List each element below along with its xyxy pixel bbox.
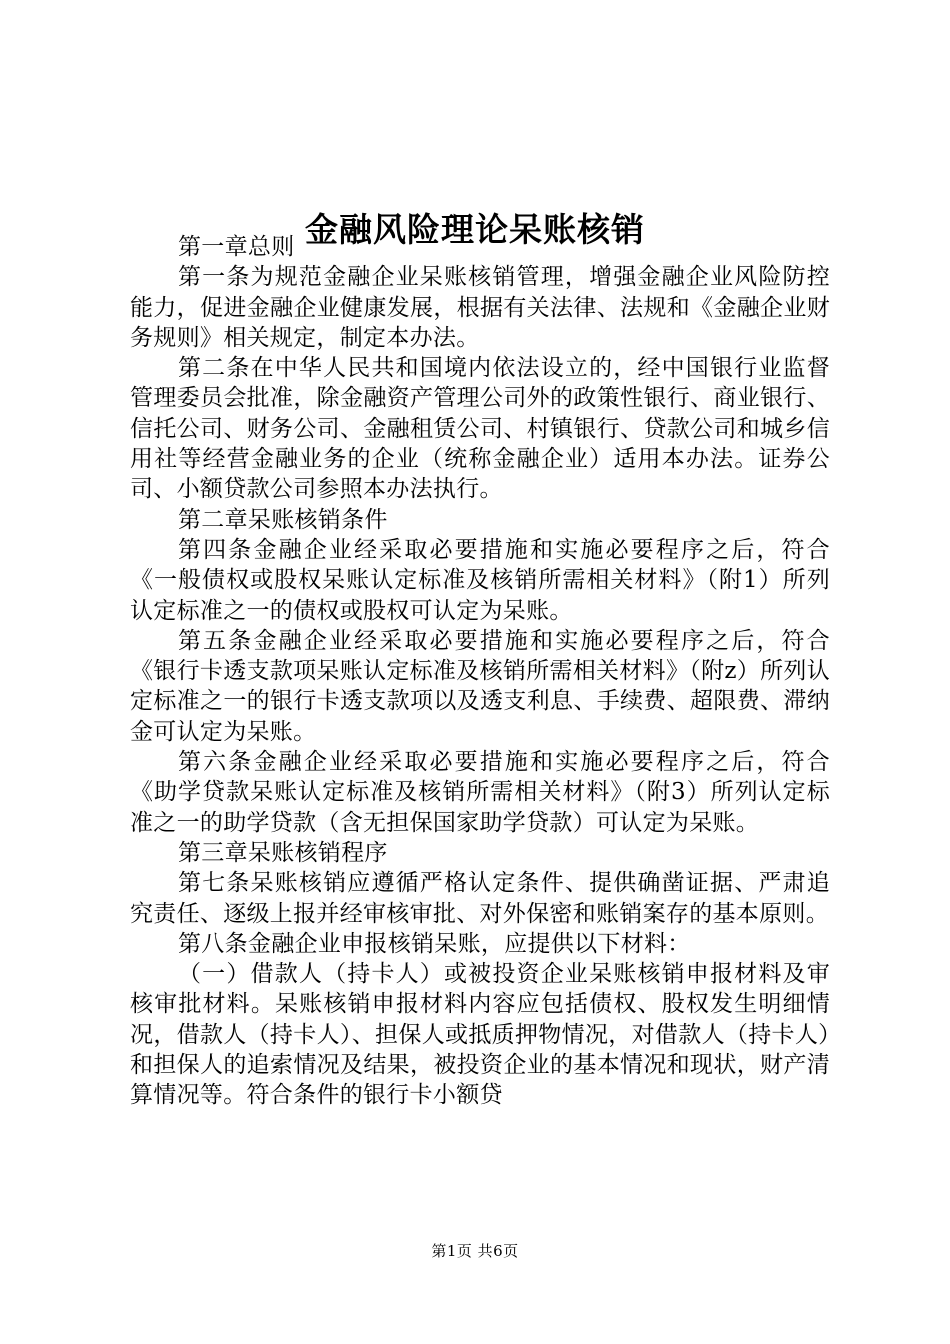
- chapter-heading: 第一章总则: [178, 234, 295, 260]
- chapter-heading: 第二章呆账核销条件: [178, 506, 388, 533]
- document-body: [130, 232, 830, 1111]
- article-paragraph: （一）借款人（持卡人）或被投资企业呆账核销申报材料及审核审批材料。呆账核销申报材料内容应包括债权、股权发生明细情况，借款人（持卡人）、担保人或抵质押物情况，对借款人（持卡人）和担保人的追索情况及结果，被投资企业的基本情况和现状，财产清算情况等。符合条件的银行卡小额贷: [130, 961, 830, 1109]
- page-footer: 第1页 共6页: [431, 1242, 519, 1260]
- article-paragraph: 第一条为规范金融企业呆账核销管理，增强金融企业风险防控能力，促进金融企业健康发展，根据有关法律、法规和《金融企业财务规则》相关规定，制定本办法。: [130, 264, 830, 351]
- article-paragraph: 第七条呆账核销应遵循严格认定条件、提供确凿证据、严肃追究责任、逐级上报并经审核审批、对外保密和账销案存的基本原则。: [130, 870, 830, 927]
- article-paragraph: 第六条金融企业经采取必要措施和实施必要程序之后，符合《助学贷款呆账认定标准及核销所需相关材料》（附3）所列认定标准之一的助学贷款（含无担保国家助学贷款）可认定为呆账。: [130, 749, 830, 836]
- article-paragraph: 第五条金融企业经采取必要措施和实施必要程序之后，符合《银行卡透支款项呆账认定标准及核销所需相关材料》（附z）所列认定标准之一的银行卡透支款项以及透支利息、手续费、超限费、滞纳金可认定为呆账。: [130, 627, 830, 745]
- article-paragraph: 第二条在中华人民共和国境内依法设立的，经中国银行业监督管理委员会批准，除金融资产管理公司外的政策性银行、商业银行、信托公司、财务公司、金融租赁公司、村镇银行、贷款公司和城乡信用社等经营金融业务的企业（统称金融企业）适用本办法。证券公司、小额贷款公司参照本办法执行。: [130, 355, 830, 503]
- article-paragraph: 第八条金融企业申报核销呆账，应提供以下材料：: [178, 930, 691, 957]
- document-title: 金融风险理论呆账核销: [305, 210, 645, 250]
- chapter-heading: 第三章呆账核销程序: [178, 839, 388, 866]
- article-paragraph: 第四条金融企业经采取必要措施和实施必要程序之后，符合《一般债权或股权呆账认定标准及核销所需相关材料》（附1）所列认定标准之一的债权或股权可认定为呆账。: [130, 536, 830, 624]
